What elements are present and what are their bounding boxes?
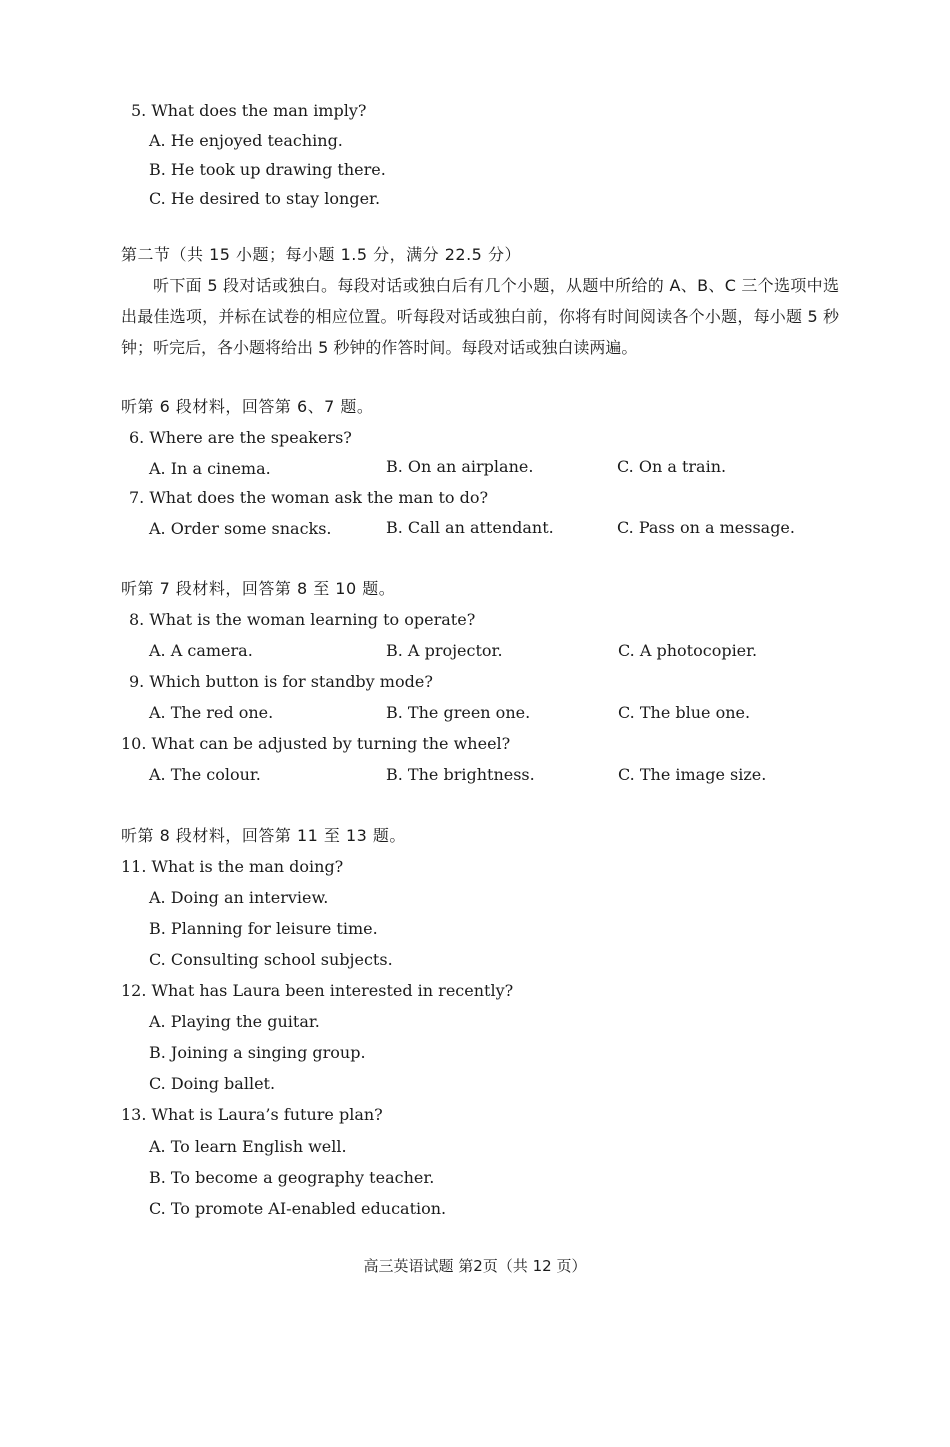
q8-stem: 8. What is the woman learning to operate? (129, 610, 476, 629)
section-instructions: 听下面 5 段对话或独白。每段对话或独白后有几个小题，从题中所给的 A、B、C 三个选项中选出最佳选项，并标在试卷的相应位置。听每段对话或独白前，你将有时间阅读各个小题，每小题 5 秒钟；听完后，各小题将给出 5 秒钟的作答时间。每段对话或独白读两遍。 (121, 276, 839, 357)
q11-option-a: A. Doing an interview. (149, 888, 329, 907)
page-footer: 高三英语试题 第2页（共 12 页） (363, 1257, 587, 1275)
q12-option-a: A. Playing the guitar. (149, 1012, 320, 1031)
q6-option-c: C. On a train. (617, 457, 727, 476)
q11-option-c: C. Consulting school subjects. (149, 950, 393, 969)
q9-option-c: C. The blue one. (618, 703, 751, 722)
q10-option-b: B. The brightness. (386, 765, 535, 784)
q6-stem: 6. Where are the speakers? (129, 428, 352, 447)
q6-option-a: A. In a cinema. (149, 459, 271, 478)
q12-stem: 12. What has Laura been interested in recently? (121, 981, 514, 1000)
q12-option-c: C. Doing ballet. (149, 1074, 276, 1093)
q8-option-a: A. A camera. (149, 641, 253, 660)
q9-option-b: B. The green one. (386, 703, 531, 722)
q5-option-b: B. He took up drawing there. (149, 160, 386, 179)
material-7-intro: 听第 7 段材料，回答第 8 至 10 题。 (121, 579, 396, 598)
q7-stem: 7. What does the woman ask the man to do? (129, 488, 489, 507)
material-8-intro: 听第 8 段材料，回答第 11 至 13 题。 (121, 826, 406, 845)
q13-option-b: B. To become a geography teacher. (149, 1168, 435, 1187)
q5-option-a: A. He enjoyed teaching. (149, 131, 343, 150)
section-heading: 第二节（共 15 小题；每小题 1.5 分，满分 22.5 分） (121, 245, 521, 264)
q5-stem: 5. What does the man imply? (131, 101, 367, 120)
q9-stem: 9. Which button is for standby mode? (129, 672, 433, 691)
q8-option-b: B. A projector. (386, 641, 503, 660)
q13-option-a: A. To learn English well. (149, 1137, 347, 1156)
q11-option-b: B. Planning for leisure time. (149, 919, 378, 938)
q7-option-a: A. Order some snacks. (149, 519, 332, 538)
q13-option-c: C. To promote AI-enabled education. (149, 1199, 447, 1218)
q7-option-c: C. Pass on a message. (617, 518, 795, 537)
material-6-intro: 听第 6 段材料，回答第 6、7 题。 (121, 397, 374, 416)
q7-option-b: B. Call an attendant. (386, 518, 554, 537)
q10-option-c: C. The image size. (618, 765, 767, 784)
q8-option-c: C. A photocopier. (618, 641, 758, 660)
q10-option-a: A. The colour. (149, 765, 261, 784)
q11-stem: 11. What is the man doing? (121, 857, 344, 876)
q5-option-c: C. He desired to stay longer. (149, 189, 381, 208)
q12-option-b: B. Joining a singing group. (149, 1043, 366, 1062)
q13-stem: 13. What is Laura’s future plan? (121, 1105, 383, 1124)
q10-stem: 10. What can be adjusted by turning the wheel? (121, 734, 511, 753)
q6-option-b: B. On an airplane. (386, 457, 534, 476)
q9-option-a: A. The red one. (149, 703, 274, 722)
